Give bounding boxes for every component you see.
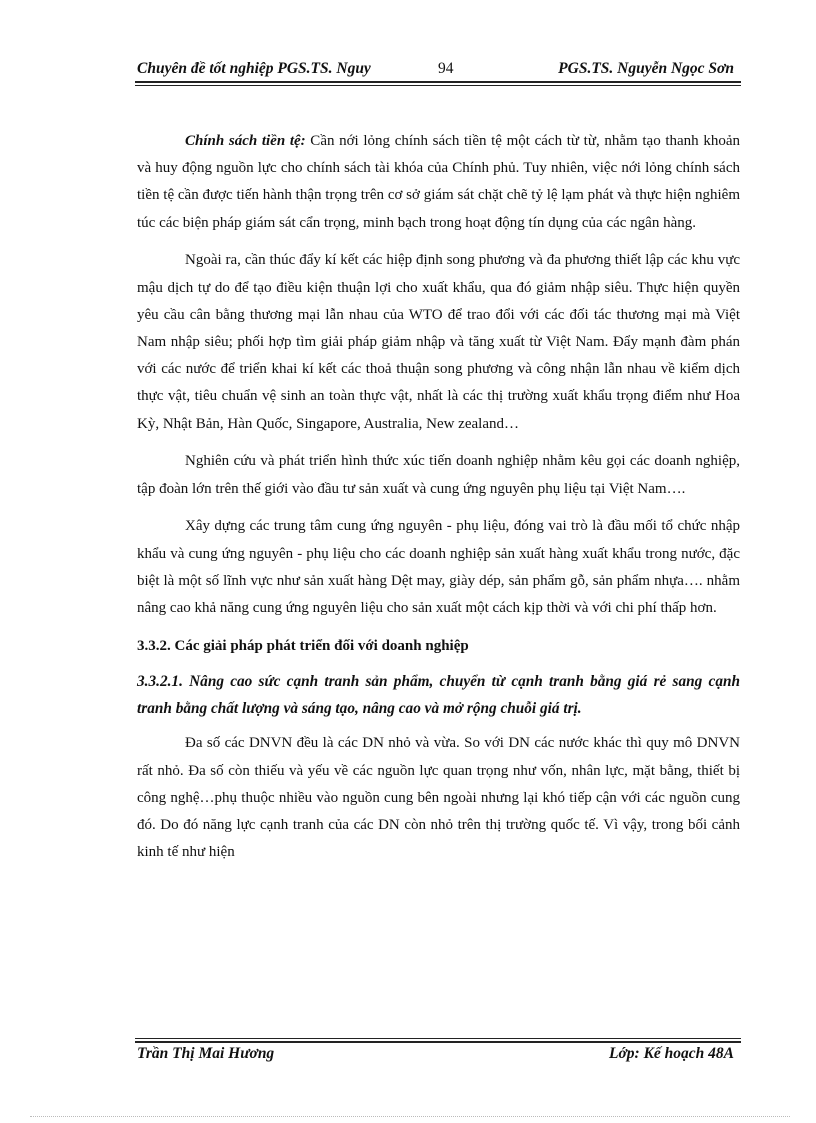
document-body <box>137 128 740 877</box>
footer-student-name: Trần Thị Mai Hương <box>137 1045 275 1062</box>
paragraph-text: Cần nới lỏng chính sách tiền tệ một cách từ từ, nhằm tạo thanh khoản và huy động nguồn lực cho chính sách tài khóa của Chính phủ. Tuy nhiên, việc nới lỏng chính sách tiền tệ cần được tiến hành thận trọng trên cơ sở giám sát chặt chẽ tỷ lệ lạm phát và thực hiện nghiêm túc các biện pháp giám sát cẩn trọng, minh bạch trong hoạt động tín dụng của các ngân hàng. <box>137 133 740 231</box>
section-heading: 3.3.2. Các giải pháp phát triển đối với doanh nghiệp <box>137 637 469 654</box>
header-rule-thin <box>135 85 741 86</box>
paragraph-monetary-policy <box>137 128 740 237</box>
page-footer <box>135 1043 740 1067</box>
paragraph-trade-agreements: Ngoài ra, cần thúc đẩy kí kết các hiệp định song phương và đa phương thiết lập các khu vực mậu dịch tự do để tạo điều kiện thuận lợi cho xuất khẩu, qua đó giảm nhập siêu. Thực hiện quyền yêu cầu cân bằng thương mại lẫn nhau của WTO để trao đổi với các đối tác thương mại mà Việt Nam nhập siêu; phối hợp tìm giải pháp giảm nhập và tăng xuất từ Việt Nam. Đẩy mạnh đàm phán với các nước để triển khai kí kết các thoả thuận song phương và công nhận lẫn nhau về kiểm dịch thực vật, tiêu chuẩn vệ sinh an toàn thực vật, nhất là các thị trường xuất khẩu trọng điểm như Hoa Kỳ, Nhật Bản, Hàn Quốc, Singapore, Australia, New zealand… <box>137 252 740 432</box>
paragraph-enterprise-scale: Đa số các DNVN đều là các DN nhỏ và vừa. So với DN các nước khác thì quy mô DNVN rất nhỏ. Đa số còn thiếu và yếu về các nguồn lực quan trọng như vốn, nhân lực, mặt bằng, thiết bị công nghệ…phụ thuộc nhiều vào nguồn cung bên ngoài nhưng lại khó tiếp cận với các nguồn cung đó. Do đó năng lực cạnh tranh của các DN còn nhỏ trên thị trường quốc tế. Vì vậy, trong bối cảnh kinh tế như hiện <box>137 735 740 861</box>
footer-class: Lớp: Kế hoạch 48A <box>609 1045 734 1062</box>
subsection-heading: 3.3.2.1. Nâng cao sức cạnh tranh sản phẩm, chuyển từ cạnh tranh bằng giá rẻ sang cạnh tranh bằng chất lượng và sáng tạo, nâng cao và mở rộng chuỗi giá trị. <box>137 673 740 718</box>
header-title: Chuyên đề tốt nghiệp PGS.TS. Nguy <box>137 60 371 77</box>
footer-rule-thin <box>135 1038 741 1039</box>
header-rule-thick <box>135 81 741 83</box>
paragraph-lead: Chính sách tiền tệ: <box>185 133 306 149</box>
header-author: PGS.TS. Nguyễn Ngọc Sơn <box>558 60 734 77</box>
page-header <box>135 58 740 82</box>
header-page-number: 94 <box>438 60 454 77</box>
page-edge-divider <box>30 1116 790 1117</box>
paragraph-investment-promotion: Nghiên cứu và phát triển hình thức xúc tiến doanh nghiệp nhằm kêu gọi các doanh nghiệp, tập đoàn lớn trên thế giới vào đầu tư sản xuất và cung ứng nguyên phụ liệu tại Việt Nam…. <box>137 453 740 497</box>
paragraph-supply-centers: Xây dựng các trung tâm cung ứng nguyên - phụ liệu, đóng vai trò là đầu mối tổ chức nhập khẩu và cung ứng nguyên - phụ liệu cho các doanh nghiệp sản xuất hàng xuất khẩu trong nước, đặc biệt là một số lĩnh vực như sản xuất hàng Dệt may, giày dép, sản phẩm gỗ, sản phẩm nhựa…. nhằm nâng cao khả năng cung ứng nguyên liệu cho sản xuất một cách kịp thời và với chi phí thấp hơn. <box>137 518 740 617</box>
